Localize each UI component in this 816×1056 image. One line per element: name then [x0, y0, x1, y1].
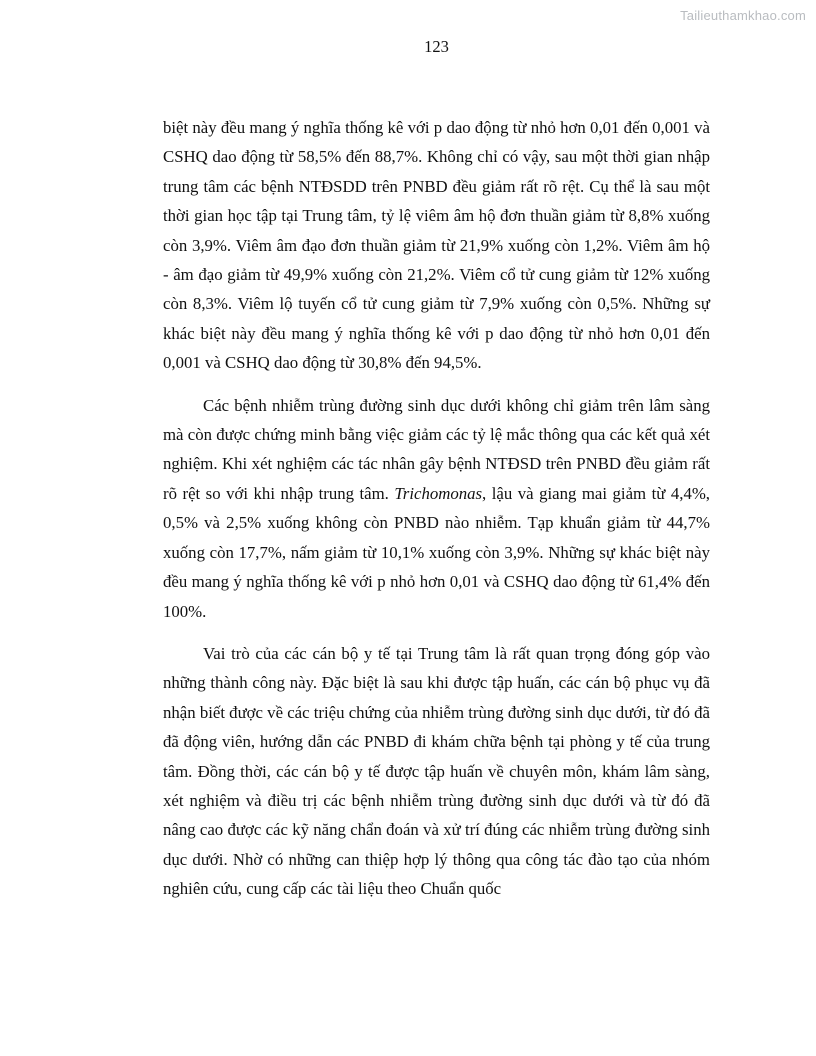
- text-segment: , lậu và giang mai giảm từ 4,4%, 0,5% và 2,5% xuống không còn PNBD nào nhiễm. Tạp khuẩn giảm từ 44,7% xuống còn 17,7%, nấm giảm từ 10,1% xuống còn 3,9%. Những sự khác biệt này đều mang ý nghĩa thống kê với p nhỏ hơn 0,01 và CSHQ dao động từ 61,4% đến 100%.: [163, 483, 711, 621]
- paragraph-1: biệt này đều mang ý nghĩa thống kê với p dao động từ nhỏ hơn 0,01 đến 0,001 và CSHQ dao động từ 58,5% đến 88,7%. Không chỉ có vậy, sau một thời gian nhập trung tâm các bệnh NTĐSDD trên PNBD đều giảm rất rõ rệt. Cụ thể là sau một thời gian học tập tại Trung tâm, tỷ lệ viêm âm hộ đơn thuần giảm từ 8,8% xuống còn 3,9%. Viêm âm đạo đơn thuần giảm từ 21,9% xuống còn 1,2%. Viêm âm hộ - âm đạo giảm từ 49,9% xuống còn 21,2%. Viêm cổ tử cung giảm từ 12% xuống còn 8,3%. Viêm lộ tuyến cổ tử cung giảm từ 7,9% xuống còn 0,5%. Những sự khác biệt này đều mang ý nghĩa thống kê với p dao động từ nhỏ hơn 0,01 đến 0,001 và CSHQ dao động từ 30,8% đến 94,5%.: [163, 118, 710, 373]
- page-number: 123: [424, 37, 449, 56]
- paragraph-2: [163, 391, 710, 626]
- italic-term: Trichomonas: [394, 483, 483, 503]
- document-body: [163, 113, 710, 917]
- text-segment: Các bệnh nhiễm trùng đường sinh dục dưới không chỉ giảm trên lâm sàng mà còn được chứng minh bằng việc giảm các tỷ lệ mắc thông qua các kết quả xét nghiệm. Khi xét nghiệm các tác nhân gây bệnh NTĐSD trên PNBD đều giảm rất rõ rệt so với khi nhập trung tâm.: [163, 395, 710, 503]
- watermark: Tailieuthamkhao.com: [680, 8, 806, 23]
- paragraph-3: Vai trò của các cán bộ y tế tại Trung tâm là rất quan trọng đóng góp vào những thành công này. Đặc biệt là sau khi được tập huấn, các cán bộ phục vụ đã nhận biết được về các triệu chứng của nhiễm trùng đường sinh dục dưới, từ đó đã đã động viên, hướng dẫn các PNBD đi khám chữa bệnh tại phòng y tế của trung tâm. Đồng thời, các cán bộ y tế được tập huấn về chuyên môn, khám lâm sàng, xét nghiệm và điều trị các bệnh nhiễm trùng đường sinh dục dưới và từ đó đã nâng cao được các kỹ năng chẩn đoán và xử trí đúng các nhiễm trùng đường sinh dục dưới. Nhờ có những can thiệp hợp lý thông qua công tác đào tạo của nhóm nghiên cứu, cung cấp các tài liệu theo Chuẩn quốc: [163, 643, 710, 899]
